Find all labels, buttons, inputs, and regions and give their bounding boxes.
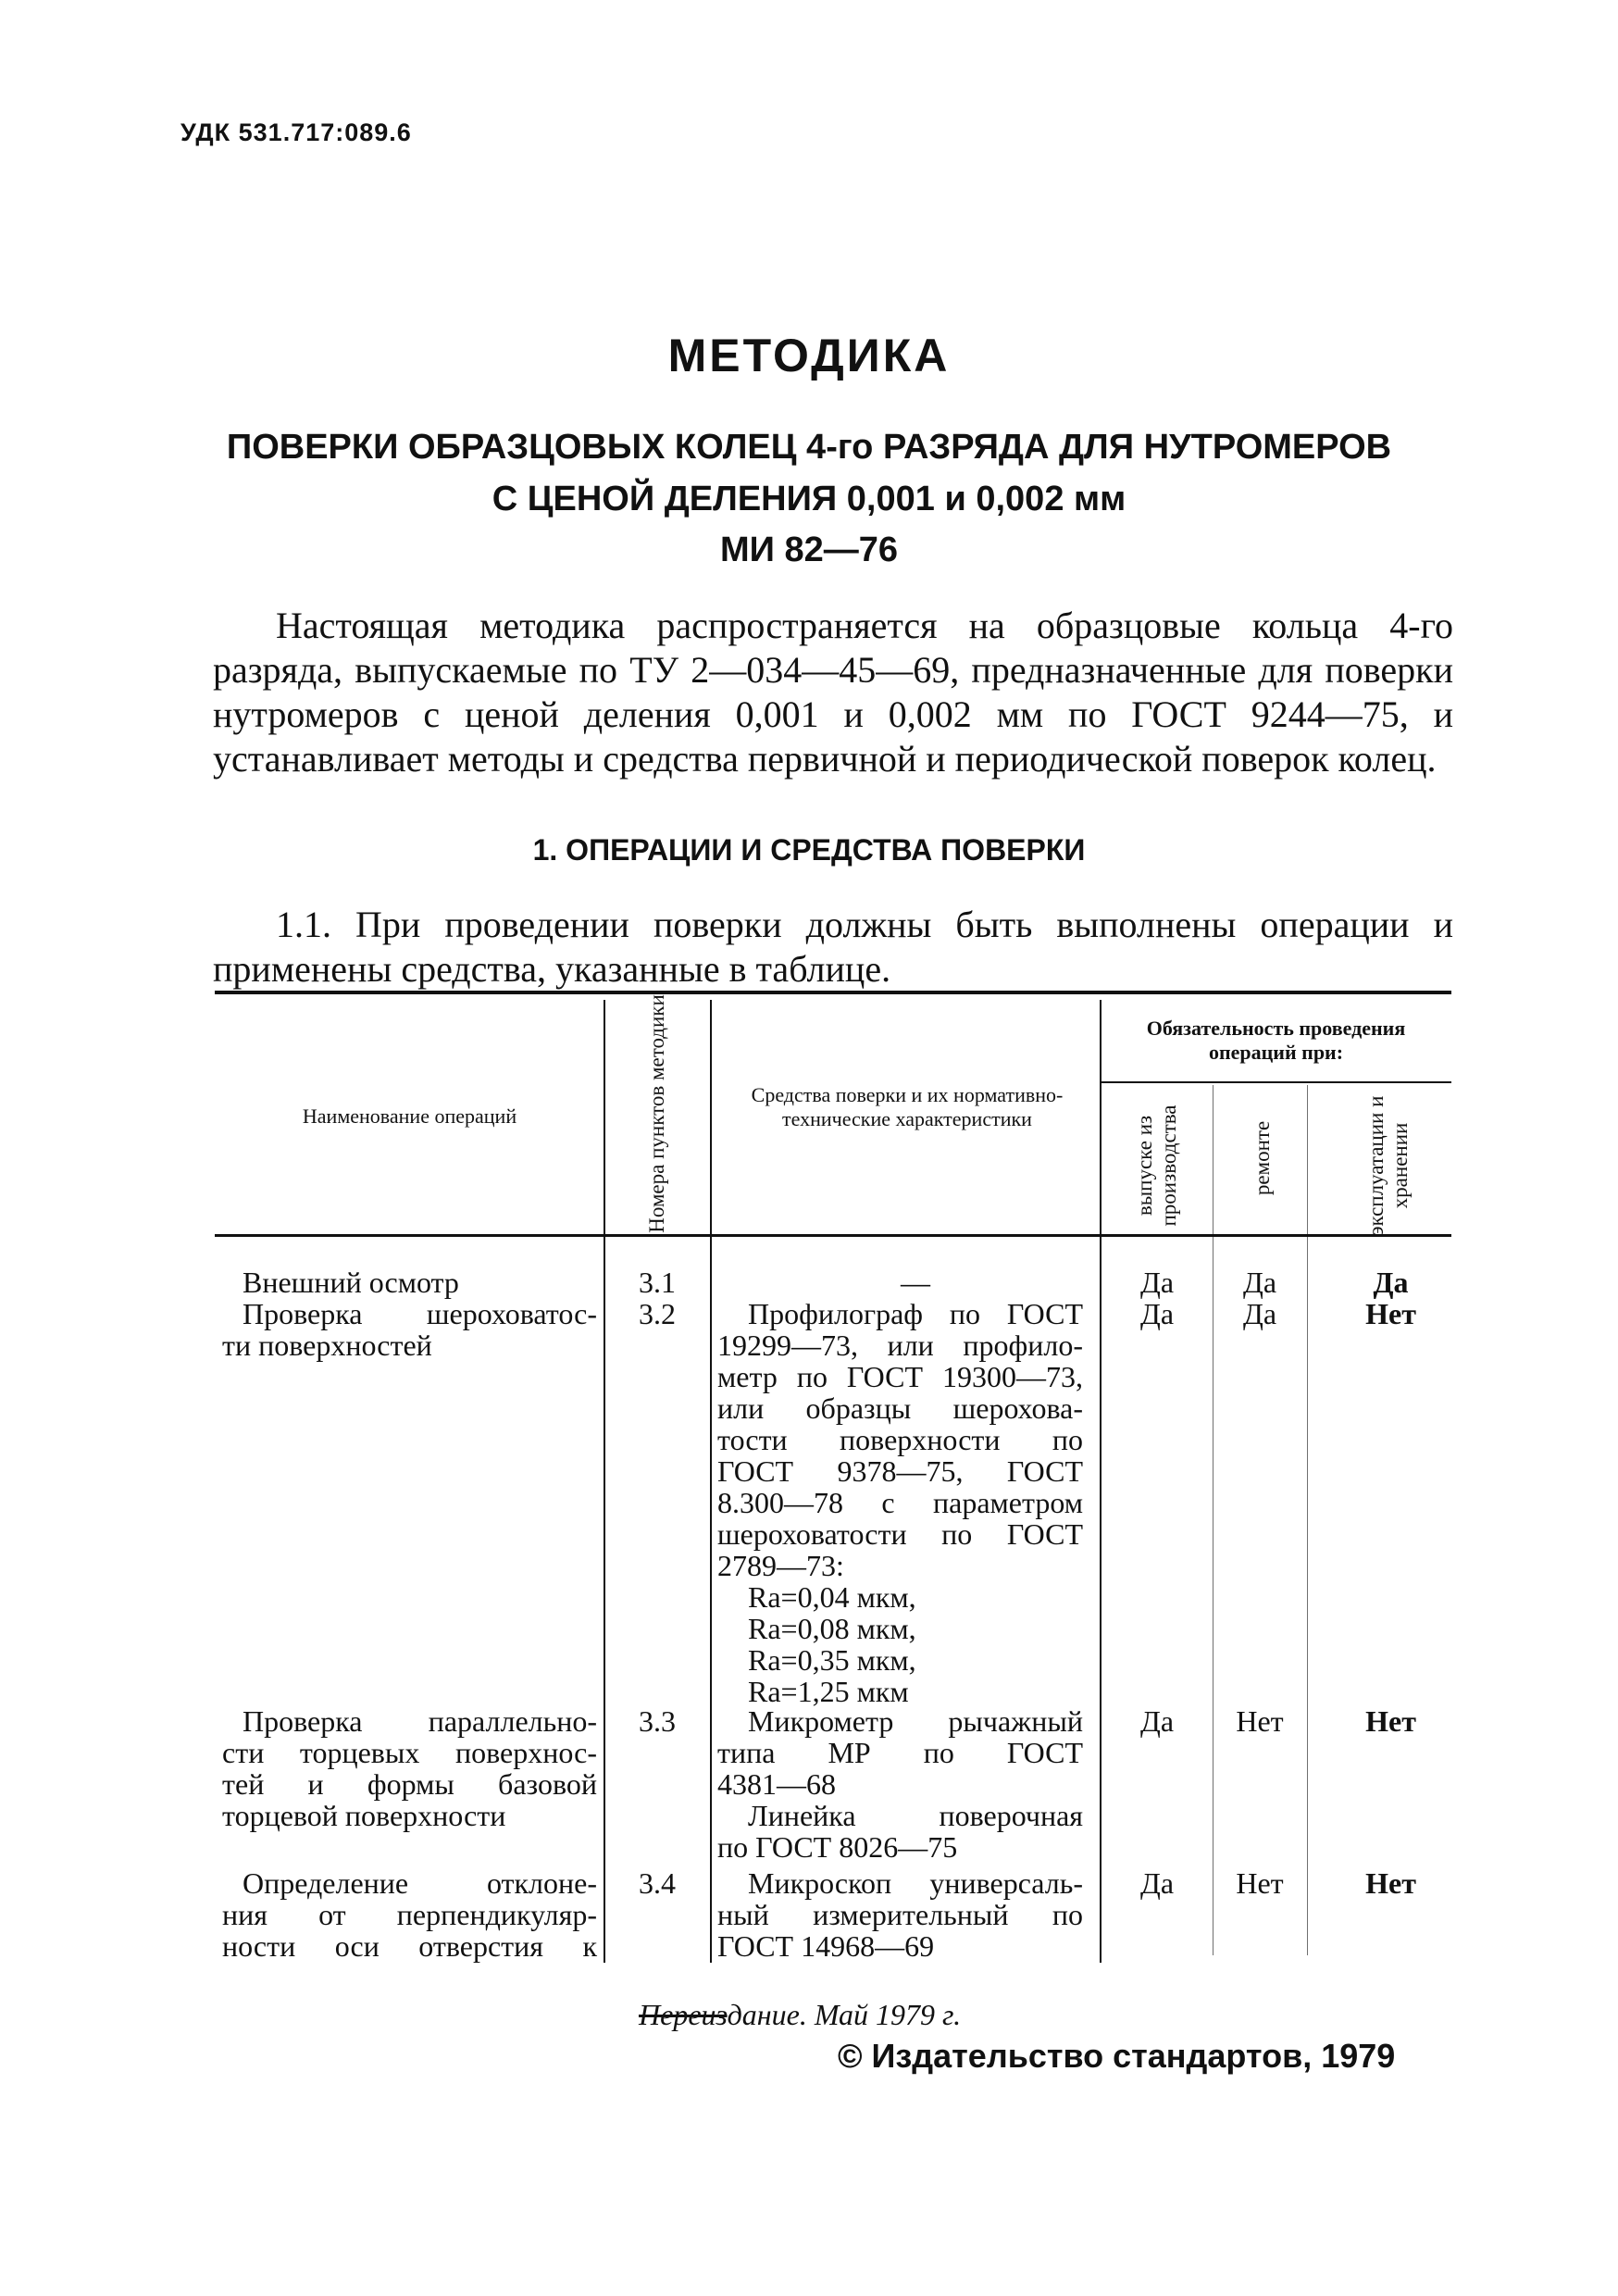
header-operation: Наименование операций: [302, 1104, 517, 1128]
means-cell: ГОСТ 14968—69: [717, 1929, 935, 1963]
means-cell: тости поверхности по: [717, 1423, 1083, 1456]
header-release: выпуске из производства: [1133, 1104, 1180, 1227]
document-code: МИ 82—76: [719, 530, 899, 569]
header-storage: эксплуатации и хранении: [1364, 1095, 1412, 1236]
intro-paragraph: Настоящая методика распространяется на образцовые кольца 4-го разряда, выпускаемые по ТУ 2—034—45—69, предназначенные для поверки нутромеров с ценой деления 0,001 и 0,002 мм по ГОСТ 9244—75, и устанавливает методы и средства первичной и периодической поверок колец.: [213, 605, 1453, 780]
column-rule-3: [1100, 1000, 1101, 1963]
release-cell: Да: [1139, 1866, 1175, 1900]
means-cell: Ra=1,25 мкм: [748, 1675, 909, 1708]
release-cell: Да: [1139, 1704, 1175, 1738]
repair-cell: Нет: [1236, 1866, 1284, 1900]
means-cell: Ra=0,35 мкм,: [748, 1643, 916, 1677]
release-cell: Да: [1139, 1297, 1175, 1330]
table-top-rule: [215, 991, 1451, 994]
edition-rest: дание. Май 1979 г.: [727, 1998, 962, 2031]
means-cell: метр по ГОСТ 19300—73,: [717, 1360, 1083, 1393]
storage-cell: Нет: [1365, 1704, 1416, 1738]
means-cell: шероховатости по ГОСТ: [717, 1517, 1083, 1551]
edition-note: [639, 1998, 961, 2032]
repair-cell: Да: [1242, 1297, 1277, 1330]
header-repair: ремонте: [1251, 1120, 1274, 1196]
means-cell: 2789—73:: [717, 1549, 844, 1582]
operation-cell: ния от перпендикуляр-: [222, 1898, 597, 1931]
storage-cell: Нет: [1365, 1866, 1416, 1900]
edition-struck: Переиз: [639, 1998, 728, 2031]
header-points: Номера пунктов методики: [645, 994, 668, 1233]
means-cell: или образцы шерохова-: [717, 1391, 1083, 1425]
means-cell: ГОСТ 9378—75, ГОСТ: [717, 1454, 1083, 1488]
means-cell: Микроскоп универсаль-: [748, 1866, 1083, 1900]
operation-cell: ти поверхностей: [222, 1329, 432, 1362]
means-cell: —: [901, 1266, 930, 1299]
udk-code: УДК 531.717:089.6: [180, 119, 412, 146]
means-cell: типа МР по ГОСТ: [717, 1736, 1083, 1769]
means-cell: Ra=0,08 мкм,: [748, 1612, 916, 1645]
operation-cell: торцевой поверхности: [222, 1799, 506, 1832]
subtitle-line-1: ПОВЕРКИ ОБРАЗЦОВЫХ КОЛЕЦ 4-го РАЗРЯДА ДЛЯ НУТРОМЕРОВ: [226, 428, 1392, 467]
column-rule-2: [710, 1000, 712, 1963]
header-obligation: Обязательность проведения операций при:: [1146, 1017, 1406, 1064]
storage-cell: Да: [1373, 1266, 1409, 1299]
means-cell: по ГОСТ 8026—75: [717, 1830, 958, 1864]
point-cell: 3.4: [639, 1866, 676, 1900]
means-cell: Линейка поверочная: [748, 1799, 1083, 1832]
point-cell: 3.1: [639, 1266, 676, 1299]
means-cell: 4381—68: [717, 1767, 836, 1801]
document-title: МЕТОДИКА: [667, 330, 951, 381]
repair-cell: Да: [1242, 1266, 1277, 1299]
means-cell: ный измерительный по: [717, 1898, 1083, 1931]
header-means: Средства поверки и их нормативно-технические характеристики: [751, 1083, 1064, 1130]
section-paragraph: 1.1. При проведении поверки должны быть выполнены операции и применены средства, указанные в таблице.: [213, 904, 1453, 990]
column-rule-5: [1307, 1085, 1308, 1955]
operation-cell: Проверка параллельно-: [243, 1704, 597, 1738]
operation-cell: Определение отклоне-: [243, 1866, 597, 1900]
section-heading: 1. ОПЕРАЦИИ И СРЕДСТВА ПОВЕРКИ: [532, 833, 1086, 867]
subtitle-line-2: С ЦЕНОЙ ДЕЛЕНИЯ 0,001 и 0,002 мм: [492, 480, 1126, 518]
operation-cell: Проверка шероховатос-: [243, 1297, 597, 1330]
repair-cell: Нет: [1236, 1704, 1284, 1738]
release-cell: Да: [1139, 1266, 1175, 1299]
operation-cell: сти торцевых поверхнос-: [222, 1736, 597, 1769]
point-cell: 3.2: [639, 1297, 676, 1330]
means-cell: Профилограф по ГОСТ: [748, 1297, 1083, 1330]
point-cell: 3.3: [639, 1704, 676, 1738]
operation-cell: ности оси отверстия к: [222, 1929, 597, 1963]
operation-cell: тей и формы базовой: [222, 1767, 597, 1801]
means-cell: Ra=0,04 мкм,: [748, 1580, 916, 1614]
means-cell: Микрометр рычажный: [748, 1704, 1083, 1738]
means-cell: 19299—73, или профило-: [717, 1329, 1083, 1362]
publisher-line: © Издательство стандартов, 1979: [838, 2037, 1396, 2075]
operation-cell: Внешний осмотр: [243, 1266, 459, 1299]
means-cell: 8.300—78 с параметром: [717, 1486, 1083, 1519]
storage-cell: Нет: [1365, 1297, 1416, 1330]
column-rule-1: [604, 1000, 605, 1963]
column-rule-4: [1213, 1085, 1214, 1955]
